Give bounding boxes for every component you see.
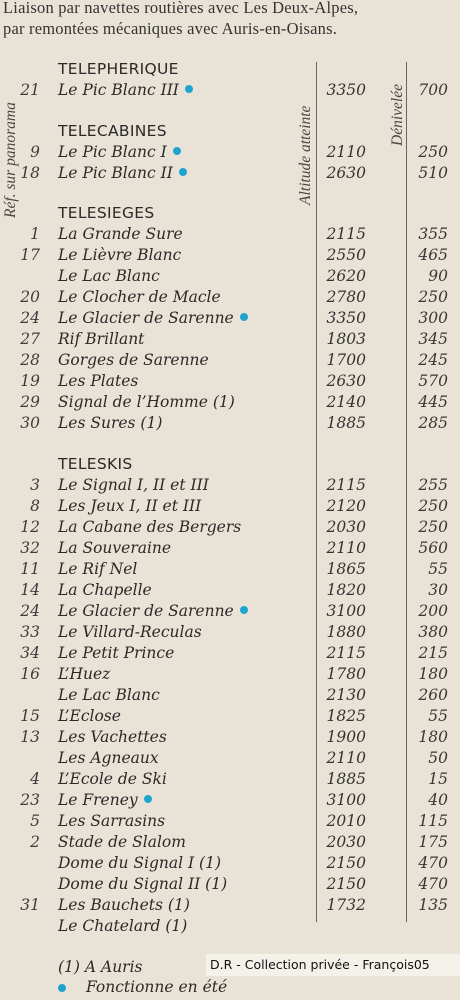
altitude-value: 2550 [326, 246, 366, 264]
lift-name: La Grande Sure [58, 225, 183, 243]
altitude-value: 1825 [326, 707, 366, 725]
lift-row [0, 665, 460, 686]
lift-name-cell [58, 330, 144, 348]
lift-name: Le Signal I, II et III [58, 476, 209, 494]
altitude-value: 1820 [326, 581, 366, 599]
lift-name-cell [58, 791, 152, 809]
denivelee-value: 175 [418, 833, 448, 851]
lift-name: Le Lac Blanc [58, 686, 160, 704]
altitude-value: 2110 [326, 143, 366, 161]
lift-name-cell [58, 393, 235, 411]
lift-name-cell [58, 812, 165, 830]
lift-row [0, 644, 460, 665]
lift-row [0, 476, 460, 497]
lift-row [0, 414, 460, 435]
lift-name-cell [58, 309, 248, 327]
lift-name-cell [58, 246, 181, 264]
lift-row [0, 372, 460, 393]
panorama-ref: 21 [20, 81, 40, 99]
lift-name-cell [58, 414, 162, 432]
denivelee-value: 200 [418, 602, 448, 620]
lift-name: L’Ecole de Ski [58, 770, 167, 788]
summer-dot-icon [185, 85, 193, 93]
lift-row [0, 267, 460, 288]
lift-name-cell [58, 644, 174, 662]
altitude-value: 2115 [326, 644, 366, 662]
lift-name: Le Rif Nel [58, 560, 138, 578]
altitude-value: 1880 [326, 623, 366, 641]
lift-name: L’Eclose [58, 707, 121, 725]
lift-row [0, 791, 460, 812]
summer-dot-icon [58, 984, 66, 992]
lift-name-cell [58, 749, 159, 767]
lift-name-cell [58, 143, 181, 161]
panorama-ref: 2 [30, 833, 40, 851]
altitude-value: 3100 [326, 602, 366, 620]
lift-name: Les Agneaux [58, 749, 159, 767]
denivelee-value: 215 [418, 644, 448, 662]
panorama-ref: 20 [20, 288, 40, 306]
lift-name: Les Sarrasins [58, 812, 166, 830]
lift-name-cell [58, 581, 152, 599]
lift-row [0, 539, 460, 560]
lift-name-cell [58, 728, 167, 746]
lift-name-cell [58, 560, 137, 578]
lift-name-cell [58, 476, 209, 494]
altitude-value: 2780 [326, 288, 366, 306]
lift-row [0, 81, 460, 102]
denivelee-value: 55 [428, 707, 448, 725]
altitude-value: 2120 [326, 497, 366, 515]
altitude-value: 1885 [326, 414, 366, 432]
denivelee-value: 250 [418, 143, 448, 161]
denivelee-value: 15 [428, 770, 448, 788]
lift-name-cell [58, 770, 167, 788]
photo-credit: D.R - Collection privée - François05 [206, 954, 460, 976]
lift-row [0, 896, 460, 917]
panorama-ref: 24 [20, 602, 40, 620]
lift-row [0, 518, 460, 539]
altitude-value: 2115 [326, 225, 366, 243]
footnote-summer: Fonctionne en été [86, 978, 228, 996]
denivelee-value: 570 [418, 372, 448, 390]
lift-name: Stade de Slalom [58, 833, 186, 851]
denivelee-value: 255 [418, 476, 448, 494]
lift-name: La Chapelle [58, 581, 152, 599]
lift-name-cell [58, 665, 110, 683]
lift-name-cell [58, 539, 171, 557]
panorama-ref: 31 [20, 896, 40, 914]
panorama-ref: 4 [30, 770, 40, 788]
panorama-ref: 24 [20, 309, 40, 327]
panorama-ref: 1 [30, 225, 40, 243]
altitude-value: 1803 [326, 330, 366, 348]
lift-name: Gorges de Sarenne [58, 351, 209, 369]
lift-name-cell [58, 288, 221, 306]
lift-name: Les Bauchets (1) [58, 896, 190, 914]
denivelee-value: 180 [418, 665, 448, 683]
lift-name-cell [58, 372, 138, 390]
denivelee-value: 700 [418, 81, 448, 99]
ref-column-header: Réf. sur panorama [2, 102, 19, 218]
altitude-value: 2150 [326, 854, 366, 872]
lift-row [0, 728, 460, 749]
lift-name: Rif Brillant [58, 330, 145, 348]
lift-row [0, 854, 460, 875]
lift-name-cell [58, 351, 209, 369]
altitude-value: 2110 [326, 749, 366, 767]
denivelee-value: 285 [418, 414, 448, 432]
lift-row [0, 225, 460, 246]
denivelee-value: 30 [428, 581, 448, 599]
lift-name: Les Plates [58, 372, 139, 390]
section-title: TELEPHERIQUE [58, 60, 179, 78]
lift-name-cell [58, 602, 248, 620]
intro-text [3, 0, 458, 39]
denivelee-value: 250 [418, 518, 448, 536]
lift-name-cell [58, 833, 186, 851]
panorama-ref: 16 [20, 665, 40, 683]
altitude-value: 3100 [326, 791, 366, 809]
denivelee-value: 250 [418, 288, 448, 306]
lift-row [0, 602, 460, 623]
denivelee-value: 560 [418, 539, 448, 557]
altitude-value: 2140 [326, 393, 366, 411]
altitude-value: 1885 [326, 770, 366, 788]
lift-name: La Souveraine [58, 539, 172, 557]
altitude-value: 3350 [326, 81, 366, 99]
lift-row [0, 875, 460, 896]
lift-name: Le Chatelard (1) [58, 917, 188, 935]
panorama-ref: 19 [20, 372, 40, 390]
altitude-value: 2620 [326, 267, 366, 285]
altitude-value: 1900 [326, 728, 366, 746]
lift-name: Le Villard-Reculas [58, 623, 202, 641]
panorama-ref: 14 [20, 581, 40, 599]
lift-row [0, 309, 460, 330]
denivelee-value: 470 [418, 854, 448, 872]
altitude-value: 2150 [326, 875, 366, 893]
lift-name-cell [58, 875, 227, 893]
lift-name: Le Glacier de Sarenne [58, 309, 234, 327]
lift-row [0, 686, 460, 707]
lift-name-cell [58, 854, 221, 872]
lift-row [0, 143, 460, 164]
summer-dot-icon [144, 795, 152, 803]
summer-dot-icon [179, 168, 187, 176]
panorama-ref: 17 [20, 246, 40, 264]
lift-name-cell [58, 164, 187, 182]
altitude-value: 1732 [326, 896, 366, 914]
altitude-value: 2030 [326, 518, 366, 536]
altitude-value: 2030 [326, 833, 366, 851]
denivelee-column-header: Dénivelée [389, 84, 406, 146]
denivelee-value: 260 [418, 686, 448, 704]
altitude-value: 1865 [326, 560, 366, 578]
denivelee-value: 115 [418, 812, 448, 830]
lift-name: Dome du Signal II (1) [58, 875, 228, 893]
panorama-ref: 33 [20, 623, 40, 641]
section-title: TELESIEGES [58, 204, 155, 222]
lift-row [0, 707, 460, 728]
panorama-ref: 28 [20, 351, 40, 369]
panorama-ref: 11 [20, 560, 40, 578]
denivelee-value: 510 [418, 164, 448, 182]
altitude-value: 2010 [326, 812, 366, 830]
summer-dot-icon [240, 313, 248, 321]
lift-row [0, 623, 460, 644]
lift-name: Le Clocher de Macle [58, 288, 221, 306]
lift-name: Signal de l’Homme (1) [58, 393, 235, 411]
lift-row [0, 812, 460, 833]
lift-name: Le Glacier de Sarenne [58, 602, 234, 620]
altitude-value: 2110 [326, 539, 366, 557]
denivelee-value: 445 [418, 393, 448, 411]
lift-name-cell [58, 686, 160, 704]
panorama-ref: 34 [20, 644, 40, 662]
altitude-value: 3350 [326, 309, 366, 327]
denivelee-value: 50 [428, 749, 448, 767]
panorama-ref: 30 [20, 414, 40, 432]
altitude-value: 2115 [326, 476, 366, 494]
lift-row [0, 560, 460, 581]
lift-name-cell [58, 917, 187, 935]
section-title: TELESKIS [58, 455, 133, 473]
lift-name: Le Petit Prince [58, 644, 175, 662]
summer-dot-icon [240, 606, 248, 614]
panorama-ref: 5 [30, 812, 40, 830]
altitude-value: 1780 [326, 665, 366, 683]
lift-name: Le Pic Blanc II [58, 164, 173, 182]
panorama-ref: 12 [20, 518, 40, 536]
lift-row [0, 749, 460, 770]
denivelee-value: 135 [418, 896, 448, 914]
denivelee-value: 245 [418, 351, 448, 369]
lift-name: La Cabane des Bergers [58, 518, 242, 536]
intro-line-1: Liaison par navettes routières avec Les Deux-Alpes, [3, 0, 359, 17]
lift-name-cell [58, 225, 183, 243]
lift-name-cell [58, 497, 201, 515]
lift-row [0, 770, 460, 791]
lift-row [0, 288, 460, 309]
lift-name-cell [58, 267, 160, 285]
lift-name: L’Huez [58, 665, 111, 683]
lift-name: Les Jeux I, II et III [58, 497, 202, 515]
denivelee-value: 180 [418, 728, 448, 746]
denivelee-value: 380 [418, 623, 448, 641]
lift-name: Les Sures (1) [58, 414, 163, 432]
denivelee-value: 90 [428, 267, 448, 285]
lift-row [0, 581, 460, 602]
lift-name: Le Lac Blanc [58, 267, 160, 285]
intro-line-2: par remontées mécaniques avec Auris-en-Oisans. [3, 19, 338, 38]
lift-row [0, 917, 460, 938]
lift-row [0, 833, 460, 854]
panorama-ref: 3 [30, 476, 40, 494]
altitude-column-header: Altitude atteinte [297, 105, 314, 205]
lift-name-cell [58, 518, 241, 536]
denivelee-value: 470 [418, 875, 448, 893]
panorama-ref: 13 [20, 728, 40, 746]
lift-name: Le Freney [58, 791, 138, 809]
denivelee-value: 345 [418, 330, 448, 348]
lift-row [0, 246, 460, 267]
lift-name: Le Lièvre Blanc [58, 246, 182, 264]
panorama-ref: 29 [20, 393, 40, 411]
denivelee-value: 300 [418, 309, 448, 327]
section-title: TELECABINES [58, 122, 167, 140]
lift-row [0, 393, 460, 414]
panorama-ref: 9 [30, 143, 40, 161]
denivelee-value: 250 [418, 497, 448, 515]
lift-name-cell [58, 707, 121, 725]
panorama-ref: 27 [20, 330, 40, 348]
lift-name: Les Vachettes [58, 728, 167, 746]
footnote-auris: (1) A Auris [58, 958, 143, 976]
panorama-ref: 32 [20, 539, 40, 557]
lift-name-cell [58, 623, 202, 641]
panorama-ref: 18 [20, 164, 40, 182]
lift-row [0, 497, 460, 518]
denivelee-value: 55 [428, 560, 448, 578]
lift-name: Le Pic Blanc I [58, 143, 167, 161]
denivelee-value: 355 [418, 225, 448, 243]
panorama-ref: 15 [20, 707, 40, 725]
summer-dot-icon [173, 147, 181, 155]
lift-row [0, 164, 460, 185]
lift-name: Dome du Signal I (1) [58, 854, 221, 872]
altitude-value: 2630 [326, 164, 366, 182]
lift-name-cell [58, 896, 190, 914]
denivelee-value: 465 [418, 246, 448, 264]
denivelee-value: 40 [428, 791, 448, 809]
lift-row [0, 330, 460, 351]
panorama-ref: 23 [20, 791, 40, 809]
lift-name: Le Pic Blanc III [58, 81, 179, 99]
panorama-ref: 8 [30, 497, 40, 515]
lift-name-cell [58, 81, 193, 99]
altitude-value: 2630 [326, 372, 366, 390]
altitude-value: 1700 [326, 351, 366, 369]
lift-row [0, 351, 460, 372]
altitude-value: 2130 [326, 686, 366, 704]
